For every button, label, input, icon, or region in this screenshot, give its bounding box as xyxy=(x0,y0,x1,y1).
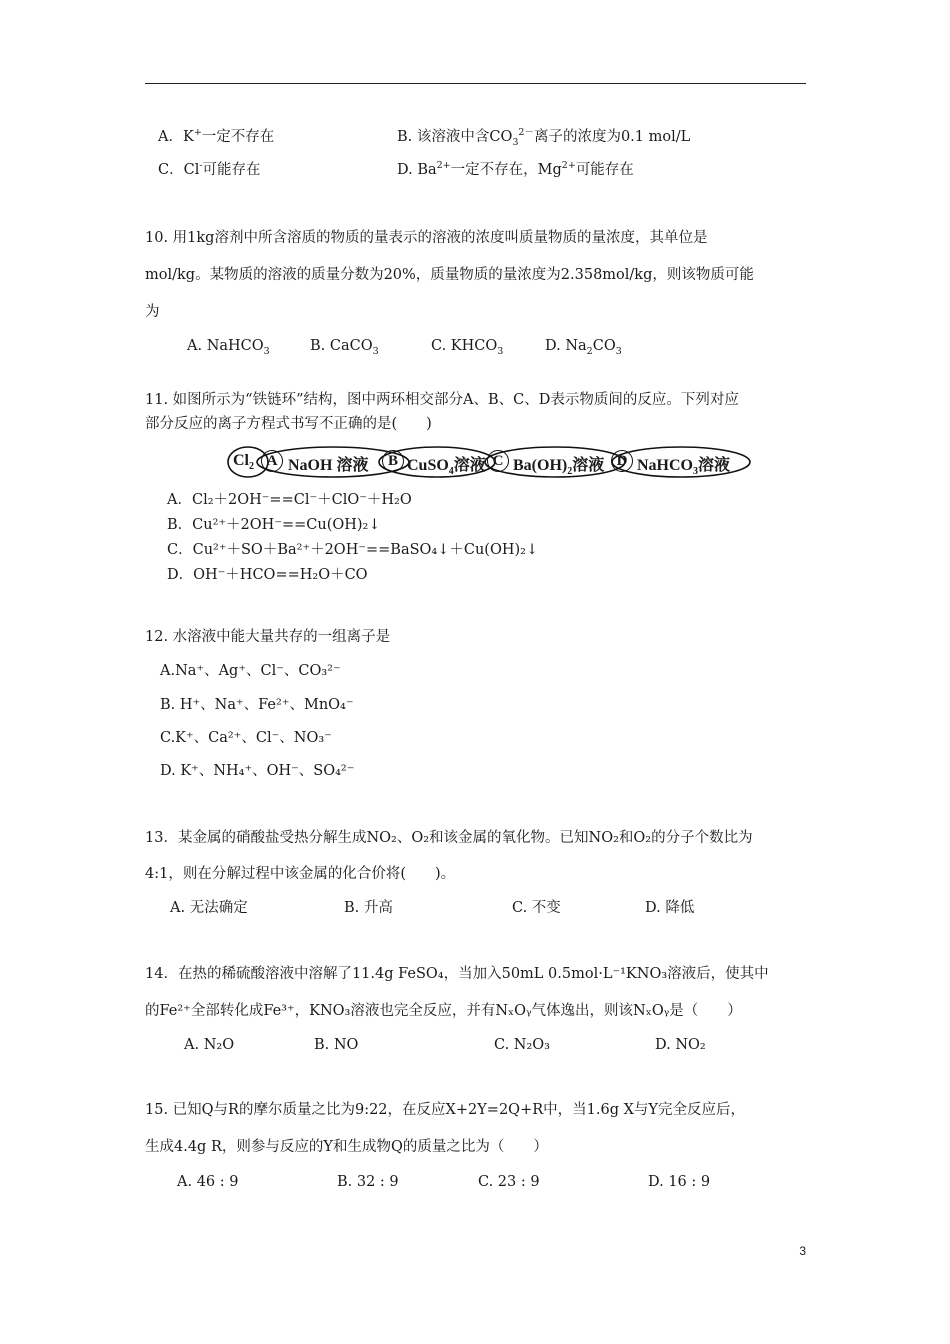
q15-option-a: A. 46 : 9 xyxy=(177,1174,239,1190)
q14-option-c: C. N₂O₃ xyxy=(494,1037,550,1053)
q10-option-a: A. NaHCO$_3$ xyxy=(187,338,270,357)
chain-label-baoh2: $Ba(OH)_2$溶液 xyxy=(513,457,605,477)
q10-stem-line-1: 10. 用1kg溶剂中所含溶质的物质的量表示的溶液的浓度叫质量物质的量浓度，其单位是 xyxy=(145,230,708,246)
chain-letter-c: C xyxy=(487,450,509,472)
q14-option-d: D. NO₂ xyxy=(655,1037,706,1053)
q14-stem-line-2: 的Fe²⁺全部转化成Fe³⁺，KNO₃溶液也完全反应，并有NₓOᵧ气体逸出，则该NₓOᵧ是（ ） xyxy=(145,1003,742,1019)
q14-stem-line-1: 14．在热的稀硫酸溶液中溶解了11.4g FeSO₄，当加入50mL 0.5mol·L⁻¹KNO₃溶液后，使其中 xyxy=(145,966,769,982)
q10-stem-line-2: mol/kg。某物质的溶液的质量分数为20%，质量物质的量浓度为2.358mol/kg，则该物质可能 xyxy=(145,267,754,283)
chain-letter-a: A xyxy=(261,450,283,472)
q10-option-d: D. $Na_2CO_3$ xyxy=(545,338,622,357)
iron-chain-diagram xyxy=(226,445,752,479)
q15-stem-line-2: 生成4.4g R，则参与反应的Y和生成物Q的质量之比为（ ） xyxy=(145,1139,548,1155)
q12-option-d: D. K⁺、NH₄⁺、OH⁻、SO₄²⁻ xyxy=(160,763,355,779)
q12-option-b: B. H⁺、Na⁺、Fe²⁺、MnO₄⁻ xyxy=(160,697,354,713)
q13-option-c: C. 不变 xyxy=(512,900,561,916)
chain-label-nahco3: NaHCO$_3$溶液 xyxy=(637,457,731,477)
q11-option-c: C．Cu²⁺＋SO＋Ba²⁺＋2OH⁻==BaSO₄↓＋Cu(OH)₂↓ xyxy=(167,542,539,558)
q12-option-c: C.K⁺、Ca²⁺、Cl⁻、NO₃⁻ xyxy=(160,730,332,746)
page-number: 3 xyxy=(799,1244,806,1258)
q14-option-a: A. N₂O xyxy=(184,1037,235,1053)
q11-stem-line-1: 11. 如图所示为“铁链环”结构，图中两环相交部分A、B、C、D表示物质间的反应。下列对应 xyxy=(145,392,739,408)
q10-option-b: B. CaCO$_3$ xyxy=(310,338,379,357)
q13-option-b: B. 升高 xyxy=(344,900,393,916)
q13-stem-line-1: 13．某金属的硝酸盐受热分解生成NO₂、O₂和该金属的氧化物。已知NO₂和O₂的分子个数比为 xyxy=(145,830,753,846)
chain-letter-d: D xyxy=(611,450,633,472)
q15-option-d: D. 16 : 9 xyxy=(648,1174,711,1190)
q10-option-c: C. $KHCO_3$ xyxy=(431,338,504,357)
q13-option-a: A. 无法确定 xyxy=(170,900,248,916)
q13-stem-line-2: 4:1，则在分解过程中该金属的化合价将( )。 xyxy=(145,866,456,882)
q15-option-b: B. 32 : 9 xyxy=(337,1174,399,1190)
chain-letter-b: B xyxy=(382,450,404,472)
chain-label-naoh: NaOH 溶液 xyxy=(288,457,369,474)
q13-option-d: D. 降低 xyxy=(645,900,695,916)
q12-stem: 12. 水溶液中能大量共存的一组离子是 xyxy=(145,629,391,645)
q9-option-d: D. $Ba^{2+}$一定不存在，$Mg^{2+}$可能存在 xyxy=(397,160,634,178)
chain-label-cl2: $Cl_2$ xyxy=(233,452,254,472)
q14-option-b: B. NO xyxy=(314,1037,359,1053)
q11-option-d: D．OH⁻＋HCO==H₂O＋CO xyxy=(167,567,368,583)
q11-stem-line-2: 部分反应的离子方程式书写不正确的是( ) xyxy=(145,416,432,432)
q15-stem-line-1: 15. 已知Q与R的摩尔质量之比为9:22，在反应X+2Y=2Q+R中，当1.6g X与Y完全反应后， xyxy=(145,1102,745,1118)
chain-label-cuso4: CuSO$_4$溶液 xyxy=(407,457,486,477)
q9-option-b: B. 该溶液中含$CO_3^{2-}$离子的浓度为0.1 mol/L xyxy=(397,127,691,148)
q10-stem-line-3: 为 xyxy=(145,304,160,320)
q15-option-c: C. 23 : 9 xyxy=(478,1174,540,1190)
q11-option-b: B．Cu²⁺＋2OH⁻==Cu(OH)₂↓ xyxy=(167,517,381,533)
q11-option-a: A．Cl₂＋2OH⁻==Cl⁻＋ClO⁻＋H₂O xyxy=(167,492,412,508)
q12-option-a: A.Na⁺、Ag⁺、Cl⁻、CO₃²⁻ xyxy=(160,663,341,679)
q9-option-a: A．K+一定不存在 xyxy=(158,127,275,145)
header-rule xyxy=(145,83,806,84)
q9-option-c: C．Cl-可能存在 xyxy=(158,160,261,178)
